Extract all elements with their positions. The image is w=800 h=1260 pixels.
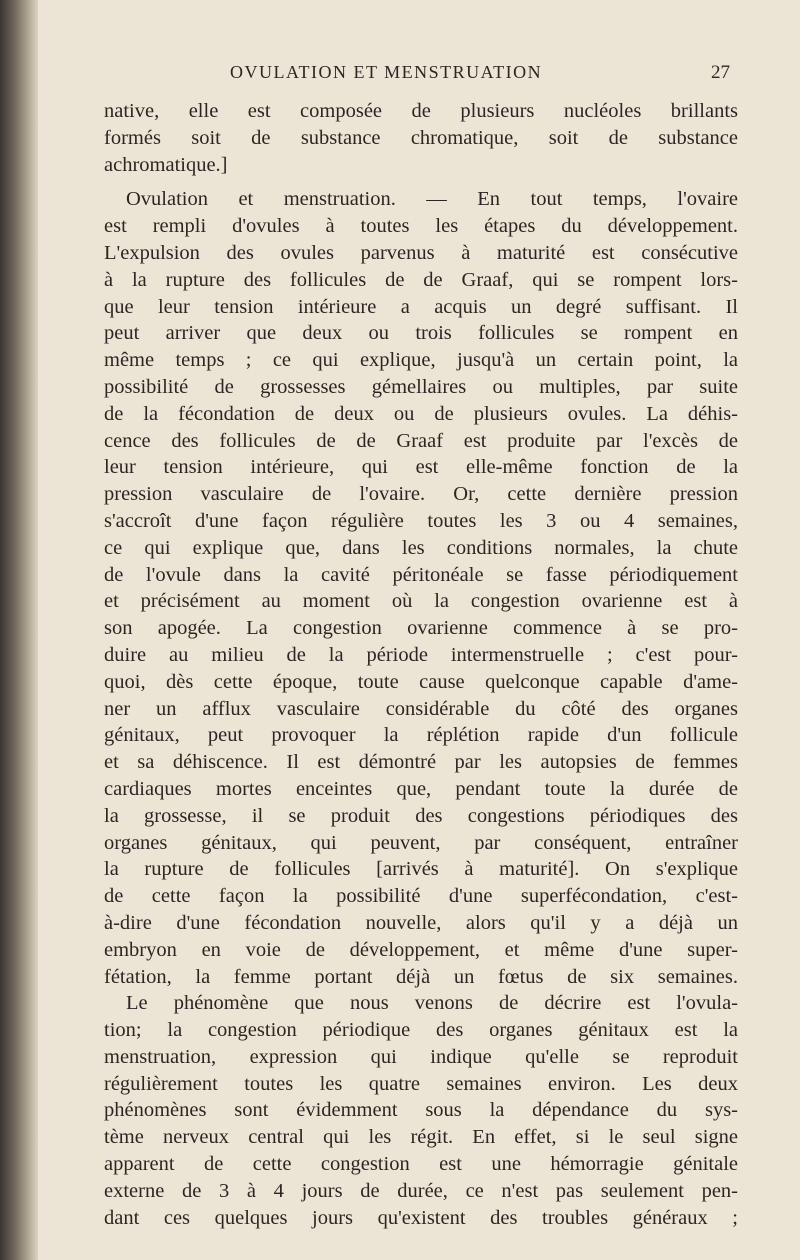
text-line: à la rupture des follicules de de Graaf, qui se rompent lors-	[104, 268, 738, 291]
body-text	[104, 98, 738, 1231]
text-line: tion; la congestion périodique des organes génitaux est la	[104, 1019, 738, 1042]
running-title: OVULATION ET MENSTRUATION	[230, 62, 543, 82]
text-line: est rempli d'ovules à toutes les étapes du développement.	[104, 215, 738, 238]
text-line: achromatique.]	[104, 153, 228, 176]
text-line: que leur tension intérieure a acquis un degré suffisant. Il	[104, 295, 738, 318]
text-line: de cette façon la possibilité d'une superfécondation, c'est-	[104, 885, 738, 908]
text-line: dant ces quelques jours qu'existent des troubles généraux ;	[104, 1206, 738, 1229]
text-line: même temps ; ce qui explique, jusqu'à un certain point, la	[104, 349, 738, 372]
running-header	[230, 62, 730, 84]
text-line: embryon en voie de développement, et même d'une super-	[104, 938, 738, 961]
text-line: à-dire d'une fécondation nouvelle, alors qu'il y a déjà un	[104, 911, 738, 934]
text-line: la rupture de follicules [arrivés à maturité]. On s'explique	[104, 858, 738, 881]
text-line: fétation, la femme portant déjà un fœtus de six semaines.	[104, 965, 738, 988]
text-line: native, elle est composée de plusieurs nucléoles brillants	[104, 100, 738, 122]
text-line: ce qui explique que, dans les conditions normales, la chute	[104, 536, 738, 559]
text-line: organes génitaux, qui peuvent, par conséquent, entraîner	[104, 831, 738, 854]
text-line: possibilité de grossesses gémellaires ou multiples, par suite	[104, 375, 738, 398]
text-line: formés soit de substance chromatique, soit de substance	[104, 126, 738, 149]
text-line: quoi, dès cette époque, toute cause quelconque capable d'ame-	[104, 670, 738, 693]
text-line: phénomènes sont évidemment sous la dépendance du sys-	[104, 1099, 738, 1122]
text-line: externe de 3 à 4 jours de durée, ce n'est pas seulement pen-	[104, 1179, 738, 1202]
text-line: pression vasculaire de l'ovaire. Or, cette dernière pression	[104, 483, 738, 506]
text-line: tème nerveux central qui les régit. En effet, si le seul signe	[104, 1126, 738, 1149]
text-line: et précisément au moment où la congestion ovarienne est à	[104, 590, 738, 613]
text-line: régulièrement toutes les quatre semaines environ. Les deux	[104, 1072, 738, 1095]
text-line: son apogée. La congestion ovarienne commence à se pro-	[104, 617, 738, 640]
text-line: cence des follicules de de Graaf est produite par l'excès de	[104, 429, 738, 452]
text-line: apparent de cette congestion est une hémorragie génitale	[104, 1153, 738, 1176]
text-line: génitaux, peut provoquer la réplétion rapide d'un follicule	[104, 724, 738, 747]
book-page	[38, 0, 800, 1260]
text-line: de l'ovule dans la cavité péritonéale se fasse périodiquement	[104, 563, 738, 586]
text-line: et sa déhiscence. Il est démontré par les autopsies de femmes	[104, 751, 738, 774]
text-line: Le phénomène que nous venons de décrire est l'ovula-	[126, 992, 738, 1015]
book-spine-shadow	[0, 0, 38, 1260]
text-line: la grossesse, il se produit des congestions périodiques des	[104, 804, 738, 827]
text-line: duire au milieu de la période intermenstruelle ; c'est pour-	[104, 643, 738, 666]
text-line: ner un afflux vasculaire considérable du côté des organes	[104, 697, 738, 720]
text-line: leur tension intérieure, qui est elle-même fonction de la	[104, 456, 738, 479]
text-line: L'expulsion des ovules parvenus à maturité est consécutive	[104, 241, 738, 264]
text-line: de la fécondation de deux ou de plusieurs ovules. La déhis-	[104, 402, 738, 425]
text-line: s'accroît d'une façon régulière toutes les 3 ou 4 semaines,	[104, 509, 738, 532]
page-number: 27	[711, 62, 730, 83]
section-heading-line: Ovulation et menstruation. — En tout temps, l'ovaire	[126, 188, 738, 211]
text-line: menstruation, expression qui indique qu'elle se reproduit	[104, 1045, 738, 1068]
text-line: cardiaques mortes enceintes que, pendant toute la durée de	[104, 777, 738, 800]
text-line: peut arriver que deux ou trois follicules se rompent en	[104, 322, 738, 345]
